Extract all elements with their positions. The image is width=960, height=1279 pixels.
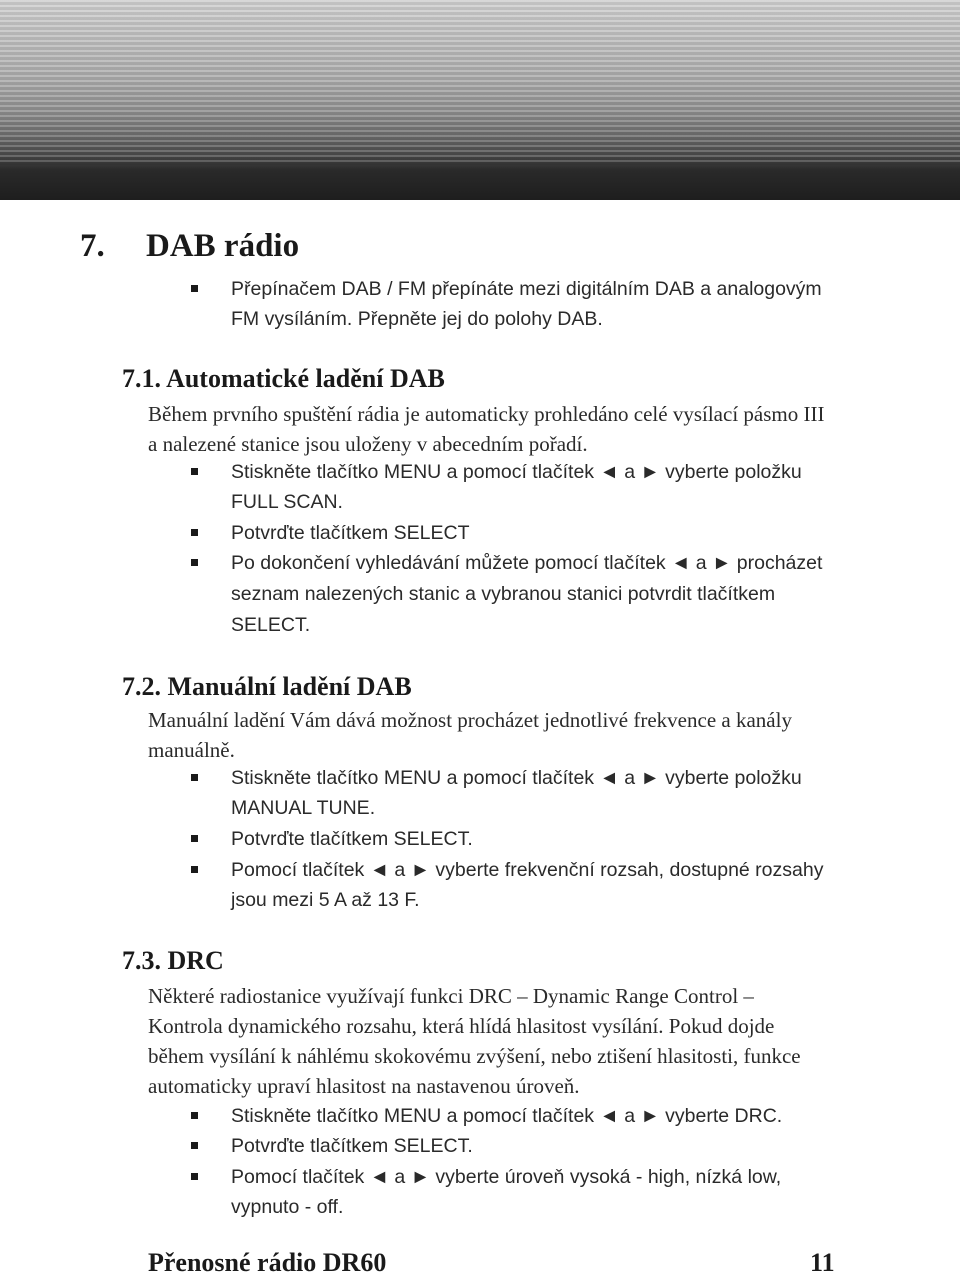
bullet-text: Po dokončení vyhledávání můžete pomocí tlačítek ◄ a ► procházet [231, 552, 823, 574]
bullet-marker [191, 835, 198, 842]
chapter-title: DAB rádio [146, 228, 300, 264]
header-texture [0, 0, 960, 165]
bullet-text: vypnuto - off. [231, 1196, 344, 1218]
bullet-marker [191, 774, 198, 781]
bullet-text: seznam nalezených stanic a vybranou stanici potvrdit tlačítkem [231, 583, 776, 605]
bullet-marker [191, 866, 198, 873]
bullet-text: Přepínačem DAB / FM přepínáte mezi digitálním DAB a analogovým [231, 278, 822, 300]
paragraph-line: Kontrola dynamického rozsahu, která hlídá hlasitost vysílání. Pokud dojde [148, 1014, 775, 1038]
footer-title: Přenosné rádio DR60 [148, 1248, 387, 1277]
bullet-text: Potvrďte tlačítkem SELECT [231, 522, 470, 544]
bullet-text: MANUAL TUNE. [231, 797, 376, 819]
bullet-text: Pomocí tlačítek ◄ a ► vyberte úroveň vysoká - high, nízká low, [231, 1166, 782, 1188]
bullet-marker [191, 1142, 198, 1149]
bullet-text: Potvrďte tlačítkem SELECT. [231, 828, 473, 850]
bullet-marker [191, 559, 198, 566]
paragraph-line: automaticky upraví hlasitost na nastavenou úroveň. [148, 1074, 580, 1098]
bullet-marker [191, 468, 198, 475]
paragraph-line: a nalezené stanice jsou uloženy v abecedním pořadí. [148, 432, 588, 456]
bullet-marker [191, 1112, 198, 1119]
section-heading: 7.2. Manuální ladění DAB [122, 672, 412, 701]
paragraph-line: manuálně. [148, 738, 235, 762]
bullet-marker [191, 285, 198, 292]
bullet-text: Stiskněte tlačítko MENU a pomocí tlačítek ◄ a ► vyberte položku [231, 461, 802, 483]
bullet-text: Pomocí tlačítek ◄ a ► vyberte frekvenční rozsah, dostupné rozsahy [231, 859, 824, 881]
bullet-text: Potvrďte tlačítkem SELECT. [231, 1135, 473, 1157]
bullet-text: FULL SCAN. [231, 491, 343, 513]
page-number: 11 [810, 1248, 835, 1277]
bullet-marker [191, 529, 198, 536]
section-heading: 7.1. Automatické ladění DAB [122, 364, 445, 393]
bullet-text: Stiskněte tlačítko MENU a pomocí tlačítek ◄ a ► vyberte DRC. [231, 1105, 783, 1127]
paragraph-line: Manuální ladění Vám dává možnost procházet jednotlivé frekvence a kanály [148, 708, 792, 732]
bullet-marker [191, 1173, 198, 1180]
paragraph-line: Během prvního spuštění rádia je automaticky prohledáno celé vysílací pásmo III [148, 402, 825, 426]
paragraph-line: Některé radiostanice využívají funkci DRC – Dynamic Range Control – [148, 984, 754, 1008]
paragraph-line: během vysílání k náhlému skokovému zvýšení, nebo ztišení hlasitosti, funkce [148, 1044, 801, 1068]
bullet-text: jsou mezi 5 A až 13 F. [231, 889, 420, 911]
section-heading: 7.3. DRC [122, 946, 224, 975]
bullet-text: Stiskněte tlačítko MENU a pomocí tlačítek ◄ a ► vyberte položku [231, 767, 802, 789]
chapter-number: 7. [80, 228, 105, 264]
bullet-text: FM vysíláním. Přepněte jej do polohy DAB. [231, 308, 603, 330]
bullet-text: SELECT. [231, 614, 311, 636]
